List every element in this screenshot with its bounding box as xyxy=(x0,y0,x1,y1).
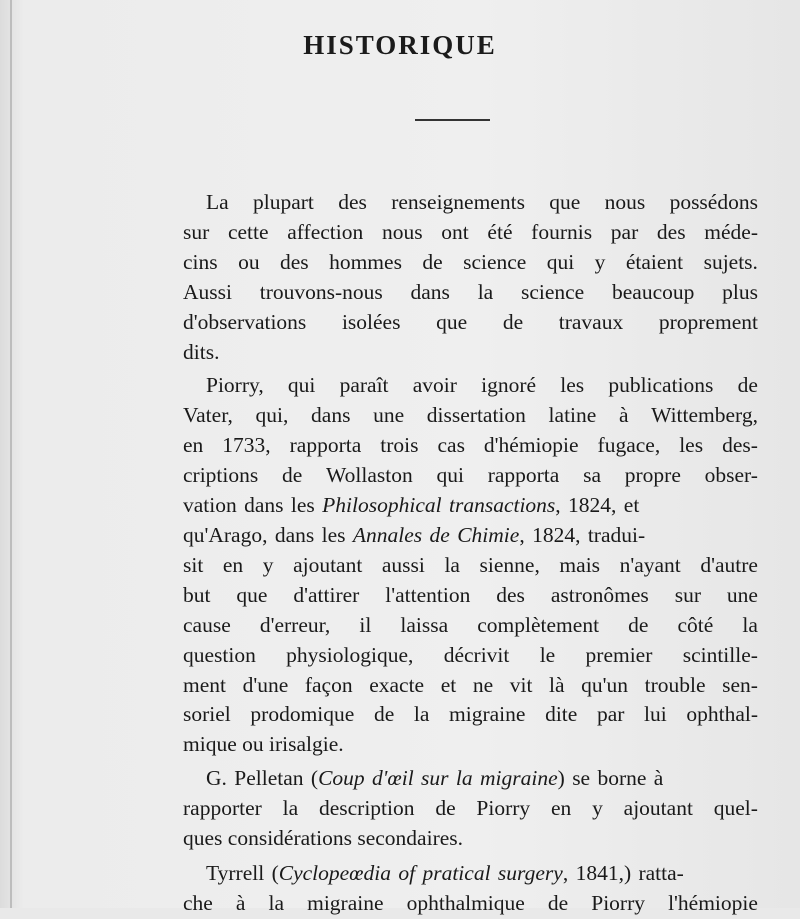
chapter-title: HISTORIQUE xyxy=(303,30,497,60)
text-line: ques considérations secondaires. xyxy=(183,826,464,851)
paragraph xyxy=(183,371,758,760)
text-line: criptions de Wollaston qui rapporta sa propre obser- xyxy=(183,463,758,488)
paragraph xyxy=(183,764,758,854)
text-line xyxy=(183,491,758,521)
title-rule xyxy=(415,119,490,121)
line-text: , 1841,) ratta- xyxy=(562,860,684,885)
text-line: che à la migraine ophthalmique de Piorry l'hémiopie xyxy=(183,890,758,915)
line-text: , 1824, tradui- xyxy=(519,522,646,547)
text-line: ment d'une façon exacte et ne vit là qu'un trouble sen- xyxy=(183,672,758,697)
text-line xyxy=(183,859,758,889)
text-line xyxy=(183,521,758,551)
text-line: rapporter la description de Piorry en y ajoutant quel- xyxy=(183,796,758,821)
text-line xyxy=(183,764,758,794)
text-line: cins ou des hommes de science qui y étaient sujets. xyxy=(183,249,758,274)
text-line: mique ou irisalgie. xyxy=(183,732,344,757)
text-line: en 1733, rapporta trois cas d'hémiopie fugace, les des- xyxy=(183,433,758,458)
line-text: Tyrrell ( xyxy=(206,860,279,885)
text-line: soriel prodomique de la migraine dite par lui ophthal- xyxy=(183,702,758,727)
text-line: but que d'attirer l'attention des astronômes sur une xyxy=(183,582,758,607)
line-text: , 1824, et xyxy=(555,493,640,518)
text-line: sur cette affection nous ont été fournis par des méde- xyxy=(183,219,758,244)
paragraph xyxy=(183,188,758,367)
journal-title: Annales de Chimie xyxy=(352,522,520,547)
text-line: Piorry, qui paraît avoir ignoré les publications de xyxy=(206,373,758,398)
text-line: Aussi trouvons-nous dans la science beaucoup plus xyxy=(183,279,758,304)
text-line: La plupart des renseignements que nous possédons xyxy=(206,190,758,214)
page-edge-shadow xyxy=(10,0,12,908)
journal-title: Philosophical transactions xyxy=(322,493,556,518)
paragraph xyxy=(183,859,758,919)
text-line: question physiologique, décrivit le premier scintille- xyxy=(183,642,758,667)
line-text: ) se borne à xyxy=(557,766,664,791)
body-text xyxy=(183,188,758,919)
work-title: Coup d'œil sur la migraine xyxy=(318,766,558,791)
text-line: cause d'erreur, il laissa complètement de côté la xyxy=(183,612,758,637)
text-line: d'observations isolées que de travaux proprement xyxy=(183,309,758,334)
work-title: Cyclopeœdia of pratical surgery xyxy=(278,860,563,885)
line-text: qu'Arago, dans les xyxy=(183,522,353,547)
text-line: Vater, qui, dans une dissertation latine à Wittemberg, xyxy=(183,403,758,428)
line-text: vation dans les xyxy=(183,493,323,518)
text-line: dits. xyxy=(183,339,220,364)
line-text: G. Pelletan ( xyxy=(206,766,319,791)
text-line: sit en y ajoutant aussi la sienne, mais n'ayant d'autre xyxy=(183,552,758,577)
